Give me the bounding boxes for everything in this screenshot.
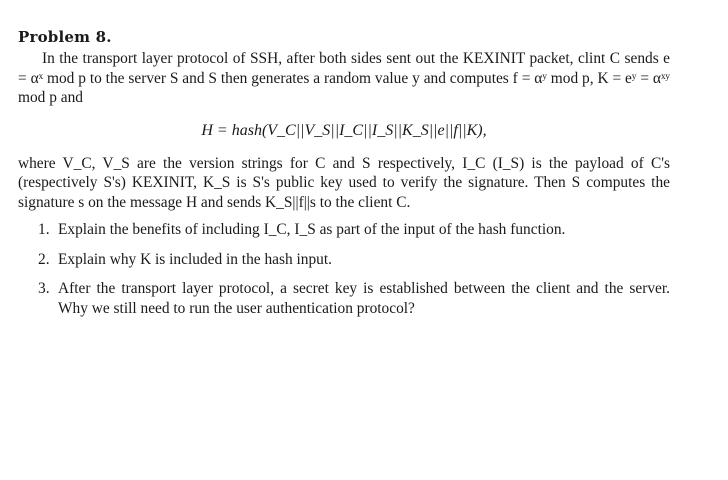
- problem-paragraph-intro: In the transport layer protocol of SSH, after both sides sent out the KEXINIT packet, clint C sends e = αˣ mod p to the server S and S then generates a random value y and computes f = αʸ mod p, K = eʸ = αˣʸ mod p and: [18, 50, 670, 106]
- question-text: After the transport layer protocol, a secret key is established between the client and the server. Why we still need to run the user authentication protocol?: [58, 280, 670, 317]
- problem-title: Problem 8.: [18, 28, 112, 46]
- problem-paragraph-definitions: where V_C, V_S are the version strings for C and S respectively, I_C (I_S) is the payload of C's (respectively S's) KEXINIT, K_S is S's public key used to verify the signature. Then S computes the signature s on the message H and sends K_S||f||s to the client C.: [18, 154, 670, 211]
- question-number: 2.: [38, 250, 50, 268]
- hash-equation: H = hash(V_C||V_S||I_C||I_S||K_S||e||f||K),: [201, 121, 487, 139]
- question-text: Explain why K is included in the hash input.: [58, 250, 333, 268]
- question-text: Explain the benefits of including I_C, I_S as part of the input of the hash function.: [58, 221, 566, 238]
- question-item: [18, 250, 670, 270]
- question-number: 3.: [38, 280, 50, 297]
- problem-page: [18, 28, 670, 328]
- question-item: [18, 220, 670, 240]
- question-number: 1.: [38, 221, 50, 238]
- question-item: [18, 279, 670, 318]
- question-list: [18, 220, 670, 318]
